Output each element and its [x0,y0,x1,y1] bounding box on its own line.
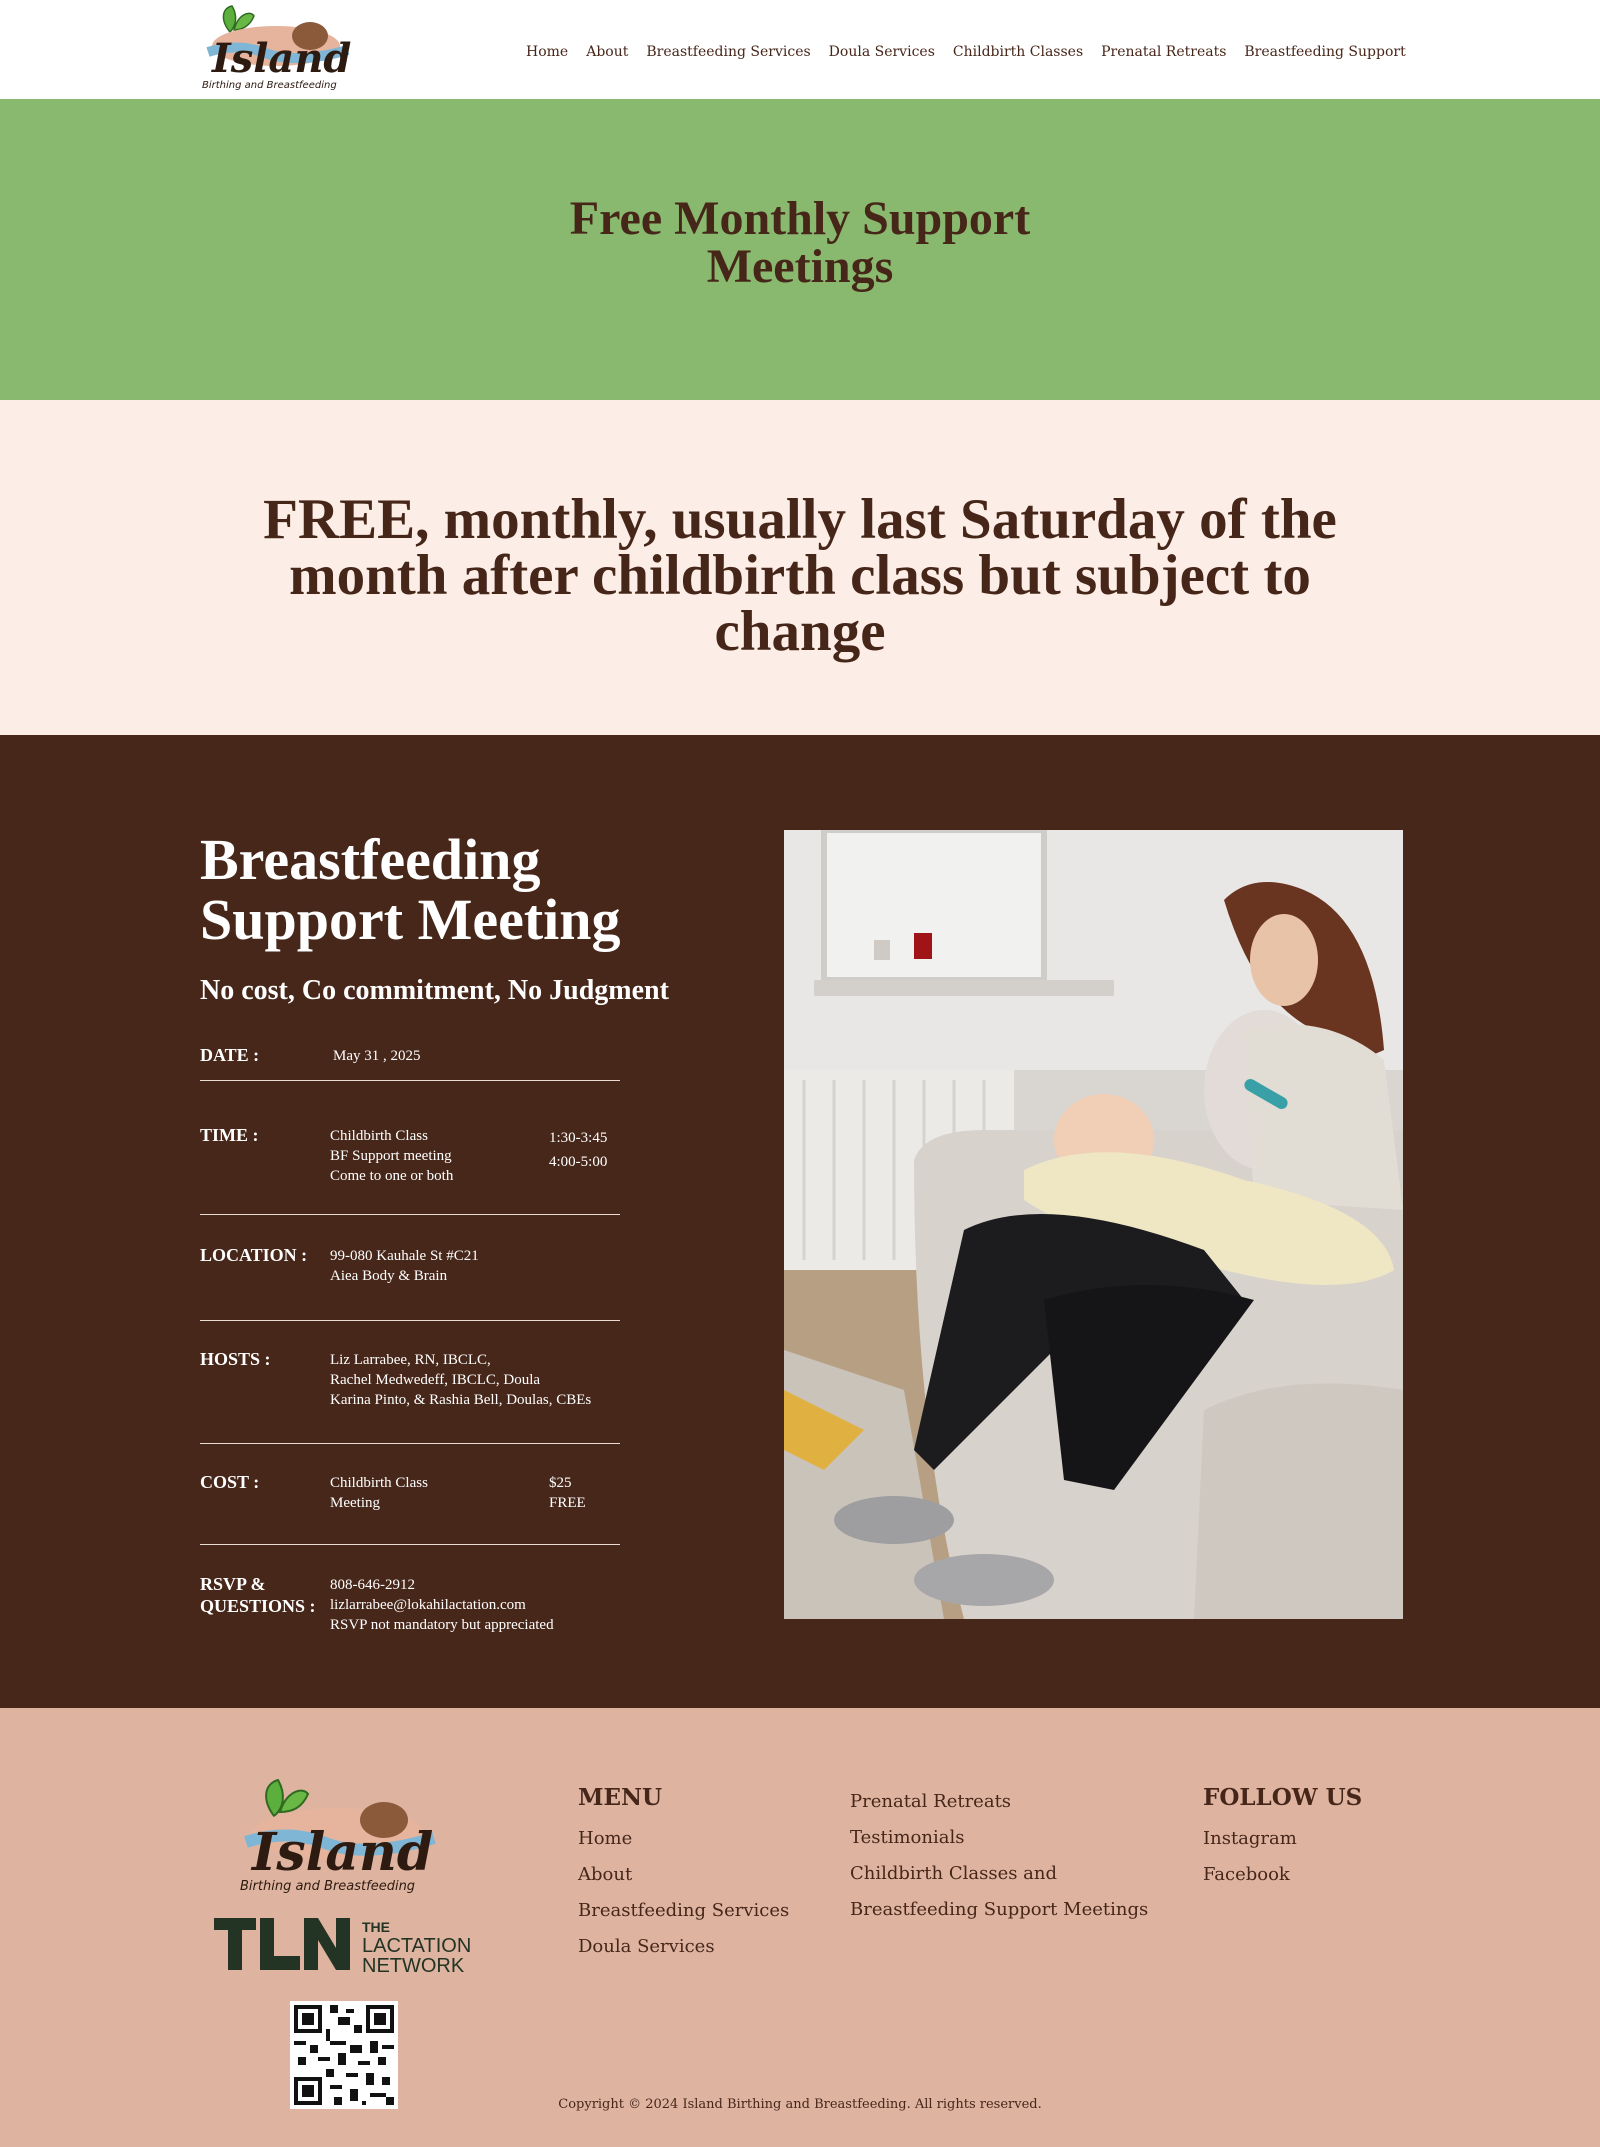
rsvp-label [200,1573,316,1617]
time-line: BF Support meeting [330,1148,452,1164]
divider [200,1080,620,1081]
nav-about[interactable]: About [586,44,629,60]
footer-logo-tagline: Birthing and Breastfeeding [240,1879,416,1894]
time-value: 1:30-3:45 [549,1130,608,1146]
intro-section [0,400,1600,735]
nav-breastfeeding-support[interactable]: Breastfeeding Support [1244,44,1406,60]
footer-menu-heading: MENU [578,1784,663,1811]
copyright-text: Copyright © 2024 Island Birthing and Breastfeeding. All rights reserved. [558,2097,1042,2112]
time-line: Childbirth Class [330,1128,428,1144]
footer-link-home[interactable]: Home [578,1828,633,1849]
intro-text: FREE, monthly, usually last Saturday of the month after childbirth class but subject to change [263,488,1337,663]
tln-line2: LACTATION [362,1935,472,1957]
date-value: May 31 , 2025 [333,1048,421,1064]
host-line: Karina Pinto, & Rashia Bell, Doulas, CBEs [330,1392,592,1408]
cost-label: COST : [200,1472,260,1492]
divider [200,1214,620,1215]
location-row [200,1244,620,1288]
page-title [0,192,1600,293]
nav-home[interactable]: Home [526,44,569,60]
meeting-subtitle: No cost, Co commitment, No Judgment [200,975,669,1006]
cost-row [200,1471,620,1515]
cost-line: Childbirth Class [330,1475,428,1491]
footer-link-about[interactable]: About [578,1864,633,1885]
rsvp-email[interactable]: lizlarrabee@lokahilactation.com [330,1597,526,1613]
time-line: Come to one or both [330,1168,454,1184]
footer-link-facebook[interactable]: Facebook [1203,1864,1290,1885]
footer-link-support-meetings[interactable]: Breastfeeding Support Meetings [850,1899,1149,1920]
time-row [200,1124,620,1194]
footer-link-doula-services[interactable]: Doula Services [578,1936,715,1957]
rsvp-label-line1: RSVP & [200,1574,266,1594]
date-label: DATE : [200,1045,260,1065]
location-label: LOCATION : [200,1245,308,1265]
footer-island-logo[interactable] [234,1776,456,1894]
time-label: TIME : [200,1125,259,1145]
hosts-row [200,1348,620,1412]
time-values [549,1126,607,1174]
time-value: 4:00-5:00 [549,1154,608,1170]
page-title-line1: Free Monthly Support [569,192,1031,245]
meeting-title-line1: Breastfeeding [200,827,541,892]
site-header [0,0,1600,99]
tln-line3: NETWORK [362,1955,465,1976]
meeting-section [0,735,1600,1708]
location-line: 99-080 Kauhale St #C21 [330,1248,479,1264]
location-details [330,1246,479,1286]
host-line: Liz Larrabee, RN, IBCLC, [330,1352,491,1368]
rsvp-note: RSVP not mandatory but appreciated [330,1617,554,1633]
footer-logo-wordmark: Island [252,1822,434,1883]
footer-link-breastfeeding-services[interactable]: Breastfeeding Services [578,1900,790,1921]
nav-childbirth-classes[interactable]: Childbirth Classes [952,44,1084,60]
hosts-details [330,1350,591,1410]
logo-wordmark: Island [212,35,352,82]
mother-baby-photo [784,830,1403,1619]
location-line: Aiea Body & Brain [330,1268,448,1284]
meeting-title-line2: Support Meeting [200,887,621,952]
site-footer [0,1708,1600,2147]
island-logo[interactable] [198,2,366,92]
meeting-title [200,827,621,952]
rsvp-details [330,1575,554,1635]
lactation-network-logo[interactable] [212,1912,480,1976]
host-line: Rachel Medwedeff, IBCLC, Doula [330,1372,541,1388]
date-row [200,1044,620,1068]
tln-line1: THE [362,1919,390,1935]
cost-amount: $25 [549,1475,572,1491]
divider [200,1320,620,1321]
rsvp-phone[interactable]: 808-646-2912 [330,1577,415,1593]
page-title-line2: Meetings [706,240,894,293]
cost-amount: FREE [549,1495,586,1511]
footer-follow-col [1203,1784,1362,1893]
hero-banner [0,99,1600,400]
logo-tagline: Birthing and Breastfeeding [202,80,337,91]
nav-breastfeeding-services[interactable]: Breastfeeding Services [646,44,811,60]
nav-doula-services[interactable]: Doula Services [828,44,935,60]
footer-link-instagram[interactable]: Instagram [1203,1828,1297,1849]
footer-follow-heading: FOLLOW US [1203,1784,1363,1811]
footer-link-testimonials[interactable]: Testimonials [850,1827,965,1848]
rsvp-row [200,1573,620,1637]
rsvp-label-line2: QUESTIONS : [200,1596,316,1616]
footer-link-prenatal-retreats[interactable]: Prenatal Retreats [850,1791,1012,1812]
cost-line: Meeting [330,1495,380,1511]
divider [200,1443,620,1444]
nav-prenatal-retreats[interactable]: Prenatal Retreats [1101,44,1227,60]
footer-link-childbirth-classes[interactable]: Childbirth Classes and [850,1863,1058,1884]
divider [200,1544,620,1545]
qr-code[interactable] [290,2001,398,2109]
main-nav [526,44,1406,60]
time-details [330,1126,453,1186]
cost-amounts [549,1473,586,1513]
cost-details [330,1473,428,1513]
footer-menu-col1 [578,1784,789,1965]
footer-menu-col2 [850,1784,1148,1928]
hosts-label: HOSTS : [200,1349,271,1369]
